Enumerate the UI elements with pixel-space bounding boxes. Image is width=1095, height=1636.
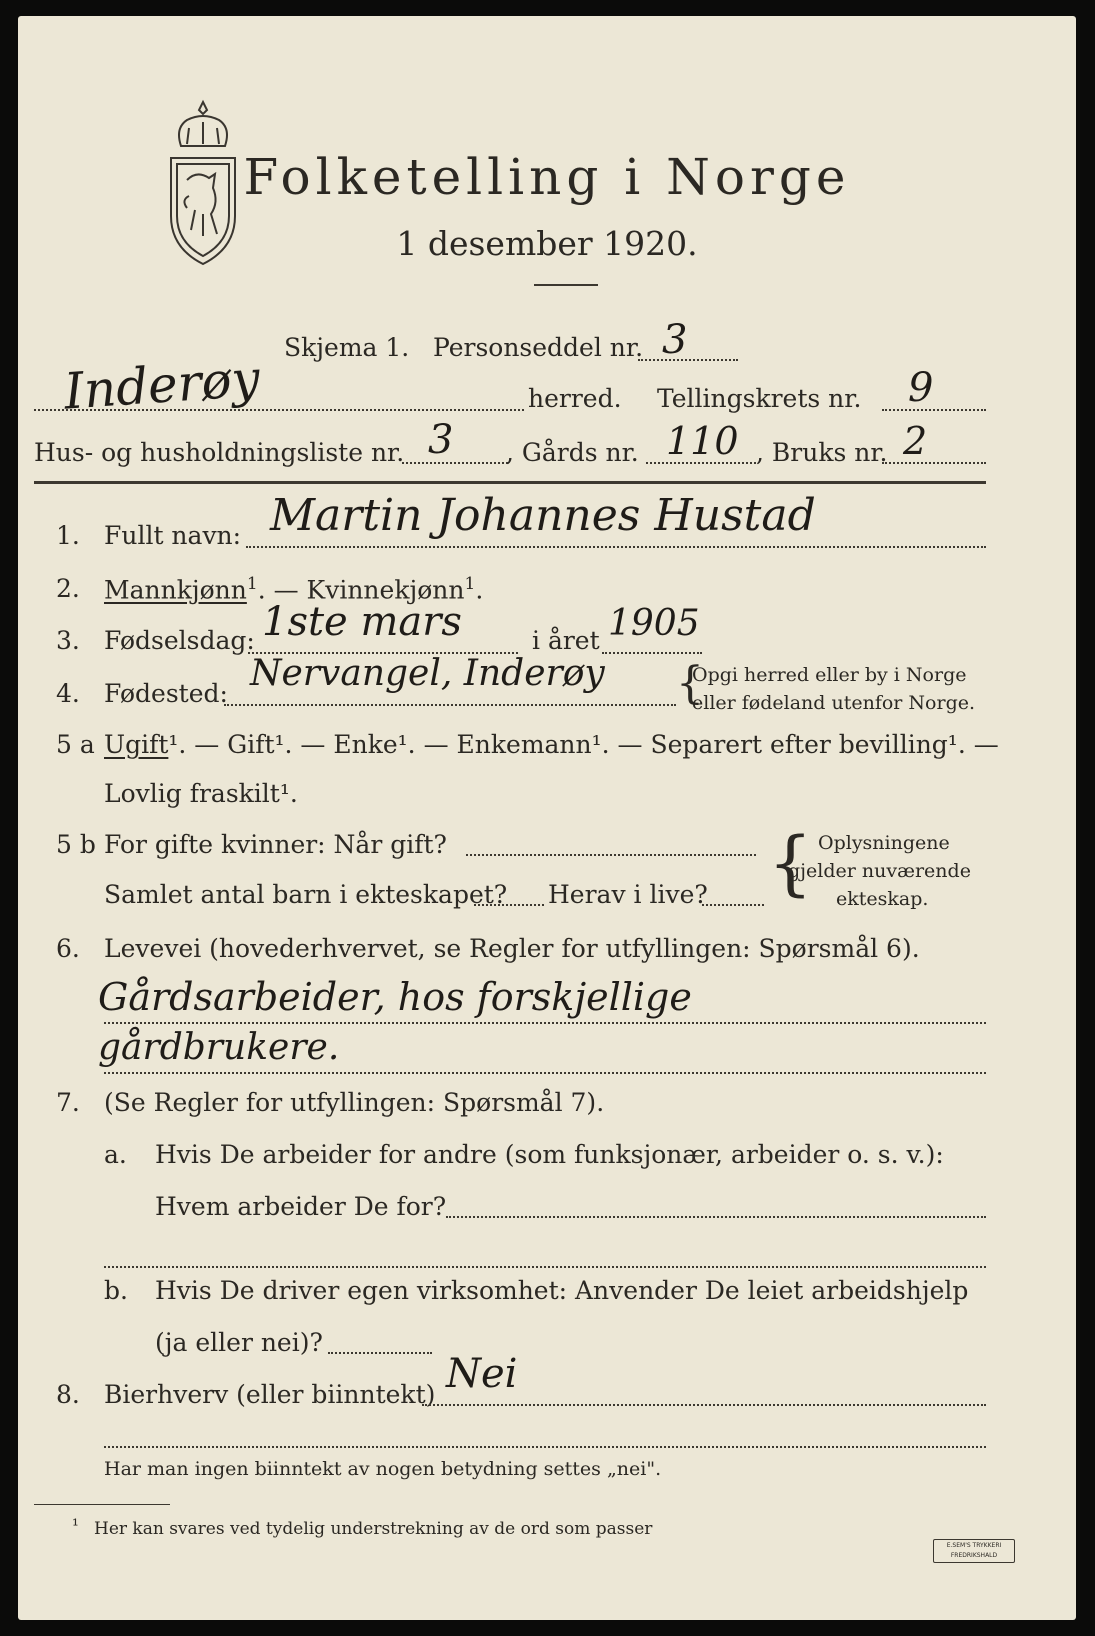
footnote-rule	[34, 1504, 170, 1505]
form-title: Folketelling i Norge	[243, 148, 851, 206]
footnote-marker: ¹	[72, 1516, 79, 1536]
q7a-line1: Hvis De arbeider for andre (som funksjonær, arbeider o. s. v.):	[155, 1140, 944, 1169]
tellingskrets-value[interactable]: 9	[908, 365, 934, 411]
q5b-label2: Samlet antal barn i ekteskapet?	[104, 880, 508, 909]
q5b-when-dotline	[466, 854, 756, 856]
skjema-label: Skjema 1.	[284, 333, 410, 362]
title-divider	[534, 284, 598, 286]
q5a-line2[interactable]: Lovlig fraskilt¹.	[104, 779, 298, 808]
q4-note-line2: eller fødeland utenfor Norge.	[692, 692, 976, 714]
form-subtitle: 1 desember 1920.	[396, 224, 698, 263]
marital-other-options[interactable]: ¹. — Gift¹. — Enke¹. — Enkemann¹. — Separert efter bevilling¹. —	[168, 730, 999, 759]
q6-dotline1	[104, 1022, 986, 1024]
q5b-note1: Oplysningene	[818, 832, 950, 854]
marital-unmarried-option[interactable]: Ugift	[104, 730, 169, 759]
personseddel-dotline	[638, 359, 738, 361]
herred-label: herred.	[528, 384, 622, 413]
q3-label: Fødselsdag:	[104, 626, 255, 655]
q5b-label3: Herav i live?	[548, 880, 708, 909]
personseddel-label: Personseddel nr.	[433, 333, 644, 362]
q5b-note3: ekteskap.	[836, 888, 929, 910]
gender-male-option[interactable]: Mannkjønn	[104, 575, 247, 605]
q7-number: 7.	[56, 1088, 80, 1117]
bruks-label: , Bruks nr.	[756, 438, 888, 467]
personseddel-value[interactable]: 3	[662, 317, 688, 363]
census-form-page	[18, 16, 1076, 1620]
q4-note-line1: Opgi herred eller by i Norge	[692, 664, 967, 686]
q6-dotline2	[104, 1072, 986, 1074]
q2-gender-line: Mannkjønn$^1$. — Kvinnekjønn$^1$.	[104, 574, 484, 605]
q4-label: Fødested:	[104, 679, 228, 708]
q3-number: 3.	[56, 626, 80, 655]
bottom-note: Har man ingen biinntekt av nogen betydning settes „nei".	[104, 1458, 662, 1480]
q8-side-income-value[interactable]: Nei	[446, 1351, 518, 1397]
q8-dotline2	[104, 1446, 986, 1448]
bruks-value[interactable]: 2	[903, 419, 928, 463]
footnote-text: Her kan svares ved tydelig understrekning av de ord som passer	[94, 1519, 653, 1539]
header-separator	[34, 481, 986, 484]
hus-dotline	[402, 462, 508, 464]
hus-label: Hus- og husholdningsliste nr.	[34, 438, 405, 467]
q3-year-dotline	[602, 652, 702, 654]
q5b-alive-dotline	[702, 904, 764, 906]
q4-birthplace-value[interactable]: Nervangel, Inderøy	[250, 653, 605, 694]
q7a-dotline2	[104, 1266, 986, 1268]
q7a-dotline	[446, 1216, 986, 1218]
q6-label: Levevei (hovederhvervet, se Regler for utfyllingen: Spørsmål 6).	[104, 934, 920, 963]
q4-number: 4.	[56, 679, 80, 708]
q5b-number: 5 b	[56, 830, 96, 859]
bruks-dotline	[882, 462, 986, 464]
q7a-line2: Hvem arbeider De for?	[155, 1192, 447, 1221]
q1-number: 1.	[56, 521, 80, 550]
herred-dotline	[34, 409, 524, 411]
gender-female-option[interactable]: Kvinnekjønn	[306, 575, 465, 605]
gards-label: , Gårds nr.	[506, 438, 639, 467]
q5b-children-dotline	[474, 904, 544, 906]
q4-brace: {	[676, 658, 704, 709]
printer-stamp: E.SEM'S TRYKKERI FREDRIKSHALD	[933, 1539, 1015, 1563]
herred-value[interactable]: Inderøy	[62, 349, 262, 421]
q5b-label1: For gifte kvinner: Når gift?	[104, 830, 447, 859]
q1-label: Fullt navn:	[104, 521, 242, 550]
q8-label: Bierhverv (eller biinntekt)	[104, 1380, 436, 1409]
gards-value[interactable]: 110	[666, 419, 739, 463]
q3-year-value[interactable]: 1905	[608, 603, 700, 644]
q6-occupation-value1[interactable]: Gårdsarbeider, hos forskjellige	[98, 975, 692, 1019]
q2-number: 2.	[56, 574, 80, 603]
q7-label: (Se Regler for utfyllingen: Spørsmål 7).	[104, 1088, 605, 1117]
q7b-number: b.	[104, 1276, 128, 1305]
q7b-dotline	[328, 1352, 432, 1354]
q7b-line2: (ja eller nei)?	[155, 1328, 323, 1357]
q5b-brace: {	[768, 822, 813, 904]
q8-number: 8.	[56, 1380, 80, 1409]
tellingskrets-label: Tellingskrets nr.	[657, 384, 862, 413]
q6-occupation-value2[interactable]: gårdbrukere.	[98, 1027, 340, 1068]
q5b-note2: gjelder nuværende	[788, 860, 971, 882]
q3-birthday-value[interactable]: 1ste mars	[262, 599, 462, 645]
q4-dotline	[224, 704, 676, 706]
q5a-number: 5 a	[56, 730, 95, 759]
q3-year-label: i året	[532, 626, 600, 655]
q7b-line1: Hvis De driver egen virksomhet: Anvender De leiet arbeidshjelp	[155, 1276, 969, 1305]
q5a-options	[104, 732, 999, 757]
hus-value[interactable]: 3	[428, 417, 454, 463]
q1-full-name-value[interactable]: Martin Johannes Hustad	[270, 490, 816, 541]
q1-dotline	[246, 546, 986, 548]
q8-dotline	[422, 1404, 986, 1406]
tellingskrets-dotline	[882, 409, 986, 411]
q6-number: 6.	[56, 934, 80, 963]
q7a-number: a.	[104, 1140, 127, 1169]
